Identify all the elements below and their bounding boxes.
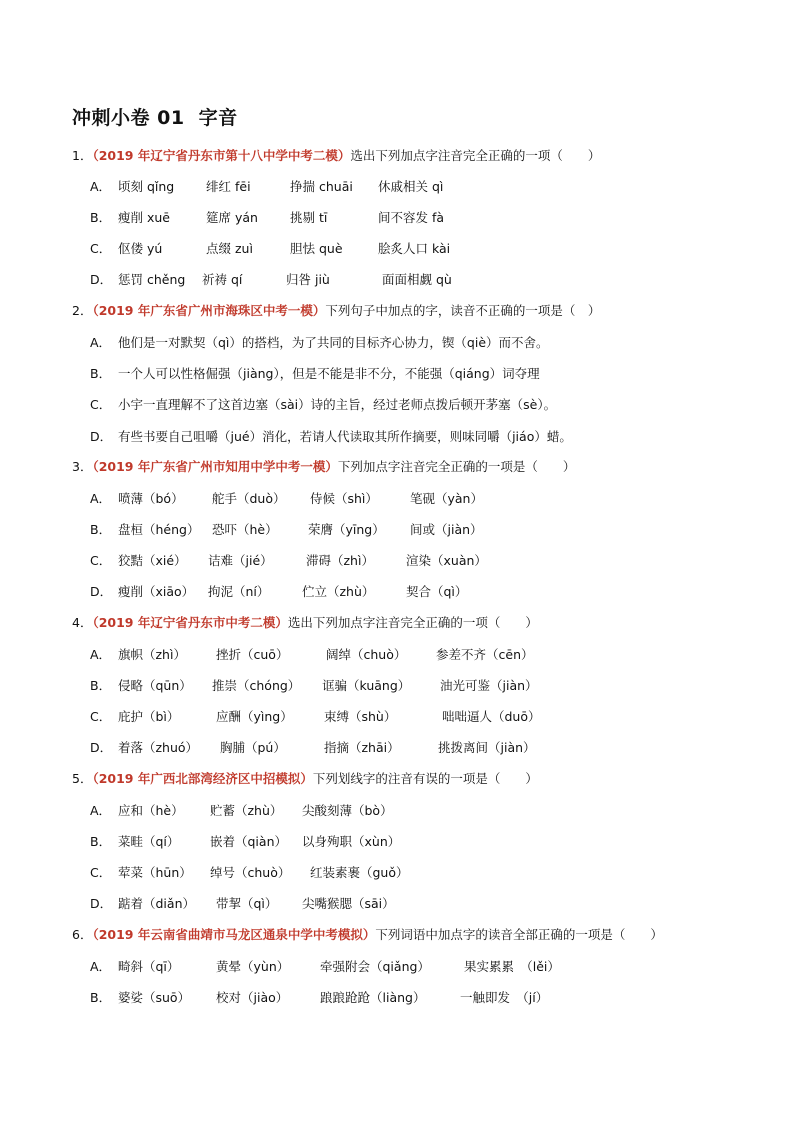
option-row [90,395,556,413]
option-letter: D． [90,272,113,287]
option-text: 有些书要自己咀嚼（jué）消化，若请人代读取其所作摘要，则味同嚼（jiáo）蜡。 [118,429,572,444]
option-item: 伛偻 yú [118,241,163,256]
option-item: 参差不齐（cēn） [436,647,534,662]
option-item: 间或（jiàn） [410,522,483,537]
option-letter: B． [90,678,112,693]
option-text: 他们是一对默契（qì）的搭档，为了共同的目标齐心协力，锲（qiè）而不舍。 [118,335,549,350]
option-item: 喷薄（bó） [118,491,184,506]
option-item: 贮蓄（zhù） [210,803,283,818]
option-item: 推崇（chóng） [212,678,301,693]
option-item: 间不容发 fà [378,210,445,225]
question-source: （2019 年辽宁省丹东市第十八中学中考二模） [92,148,351,163]
option-item: 踮着（diǎn） [118,896,195,911]
option-letter: B． [90,366,112,381]
option-item: 红装素裹（guǒ） [310,865,409,880]
option-item: 顷刻 qǐng [118,179,175,194]
question-source: （2019 年云南省曲靖市马龙区通泉中学中考模拟） [92,927,376,942]
option-row [90,177,444,195]
option-item: 一触即发 （jí） [460,990,549,1005]
option-item: 绯红 fēi [206,179,251,194]
option-item: 校对（jiào） [216,990,289,1005]
option-item: 尖嘴猴腮（sāi） [302,896,395,911]
option-item: 拘泥（ní） [208,584,270,599]
option-item: 着落（zhuó） [118,740,199,755]
option-letter: C． [90,241,112,256]
question-source: （2019 年广东省广州市知用中学中考一模） [92,459,338,474]
option-item: 黄晕（yùn） [216,959,290,974]
option-letter: D． [90,584,113,599]
option-item: 以身殉职（xùn） [302,834,401,849]
option-item: 菜畦（qí） [118,834,180,849]
option-row [90,863,409,881]
option-item: 阔绰（chuò） [326,647,407,662]
option-item: 嵌着（qiàn） [210,834,287,849]
option-row [90,832,401,850]
question-stem: 下列句子中加点的字，读音不正确的一项是（ ） [325,303,601,318]
option-letter: C． [90,865,112,880]
option-letter: B． [90,210,112,225]
option-item: 挫折（cuō） [216,647,289,662]
option-item: 油光可鉴（jiàn） [440,678,538,693]
question-number: 3． [72,459,93,474]
option-item: 归咎 jiù [286,272,330,287]
option-item: 婆娑（suō） [118,990,191,1005]
option-item: 胸脯（pú） [220,740,286,755]
option-letter: C． [90,709,112,724]
option-item: 筵席 yán [206,210,258,225]
question-stem: 下列划线字的注音有误的一项是（ ） [312,771,538,786]
option-item: 牵强附会（qiǎng） [320,959,430,974]
question-stem: 选出下列加点字注音完全正确的一项（ ） [350,148,601,163]
question-number: 1． [72,148,93,163]
option-item: 荣膺（yīng） [308,522,385,537]
option-letter: A． [90,179,112,194]
option-letter: A． [90,647,112,662]
question-stem: 下列词语中加点字的读音全部正确的一项是（ ） [375,927,663,942]
question-stem: 下列加点字注音完全正确的一项是（ ） [337,459,576,474]
page-title [72,103,238,130]
option-letter: C． [90,553,112,568]
question-6 [72,925,732,943]
option-row [90,582,468,600]
option-item: 应和（hè） [118,803,184,818]
option-letter: A． [90,335,112,350]
option-row [90,364,540,382]
title-sub: 字音 [198,107,238,129]
option-item: 胆怯 què [290,241,343,256]
option-letter: B． [90,834,112,849]
question-number: 5． [72,771,93,786]
option-row [90,427,572,445]
option-row [90,988,549,1006]
option-letter: A． [90,959,112,974]
option-item: 尖酸刻薄（bò） [302,803,393,818]
option-letter: C． [90,397,112,412]
option-letter: D． [90,896,113,911]
question-number: 6． [72,927,93,942]
option-text: 小宇一直理解不了这首边塞（sài）诗的主旨，经过老师点拨后顿开茅塞（sè）。 [118,397,557,412]
option-item: 绰号（chuò） [210,865,291,880]
option-row [90,645,534,663]
question-source: （2019 年广西北部湾经济区中招模拟） [92,771,313,786]
option-item: 瘦削（xiāo） [118,584,195,599]
option-item: 盘桓（héng） [118,522,200,537]
option-item: 渲染（xuàn） [406,553,487,568]
option-item: 瘦削 xuē [118,210,170,225]
question-4 [72,613,732,631]
option-text: 一个人可以性格倔强（jiàng），但是不能是非不分，不能强（qiáng）词夺理 [118,366,540,381]
question-3 [72,457,732,475]
question-5 [72,769,732,787]
option-item: 带挈（qì） [216,896,278,911]
option-item: 庇护（bì） [118,709,180,724]
option-item: 狡黠（xié） [118,553,187,568]
option-item: 踉踉跄跄（liàng） [320,990,426,1005]
option-item: 束缚（shù） [324,709,397,724]
option-letter: D． [90,429,113,444]
option-item: 应酬（yìng） [216,709,293,724]
option-row [90,894,395,912]
option-row [90,270,452,288]
option-item: 指摘（zhāi） [324,740,400,755]
option-row [90,239,451,257]
option-item: 点缀 zuì [206,241,253,256]
option-row [90,676,538,694]
question-number: 4． [72,615,93,630]
option-item: 挑剔 tī [290,210,328,225]
option-item: 侵略（qūn） [118,678,192,693]
option-item: 挣揣 chuāi [290,179,353,194]
question-number: 2． [72,303,93,318]
option-item: 恐吓（hè） [212,522,278,537]
option-item: 畸斜（qī） [118,959,180,974]
title-main: 冲刺小卷 01 [72,107,185,129]
option-item: 诘难（jié） [208,553,273,568]
option-row [90,551,487,569]
option-item: 荤菜（hūn） [118,865,192,880]
option-letter: A． [90,491,112,506]
option-row [90,333,549,351]
option-row [90,208,445,226]
option-row [90,801,393,819]
question-source: （2019 年广东省广州市海珠区中考一模） [92,303,326,318]
option-item: 滞碍（zhì） [306,553,374,568]
option-item: 挑拨离间（jiàn） [438,740,536,755]
option-item: 契合（qì） [406,584,468,599]
option-row [90,520,483,538]
option-item: 侍候（shì） [310,491,378,506]
option-item: 脍炙人口 kài [378,241,451,256]
question-2 [72,301,732,319]
option-item: 伫立（zhù） [302,584,375,599]
option-letter: B． [90,522,112,537]
option-item: 祈祷 qí [202,272,243,287]
option-item: 舵手（duò） [212,491,286,506]
option-item: 果实累累 （lěi） [464,959,560,974]
option-item: 惩罚 chěng [118,272,186,287]
option-letter: B． [90,990,112,1005]
option-item: 休戚相关 qì [378,179,444,194]
option-letter: A． [90,803,112,818]
option-row [90,957,560,975]
option-letter: D． [90,740,113,755]
question-stem: 选出下列加点字注音完全正确的一项（ ） [287,615,538,630]
option-item: 笔砚（yàn） [410,491,483,506]
option-item: 旗帜（zhì） [118,647,186,662]
question-source: （2019 年辽宁省丹东市中考二模） [92,615,288,630]
option-row [90,707,541,725]
option-row [90,738,536,756]
question-1 [72,146,732,164]
option-item: 诓骗（kuāng） [322,678,411,693]
option-item: 面面相觑 qù [382,272,452,287]
option-row [90,489,483,507]
option-item: 咄咄逼人（duō） [442,709,541,724]
